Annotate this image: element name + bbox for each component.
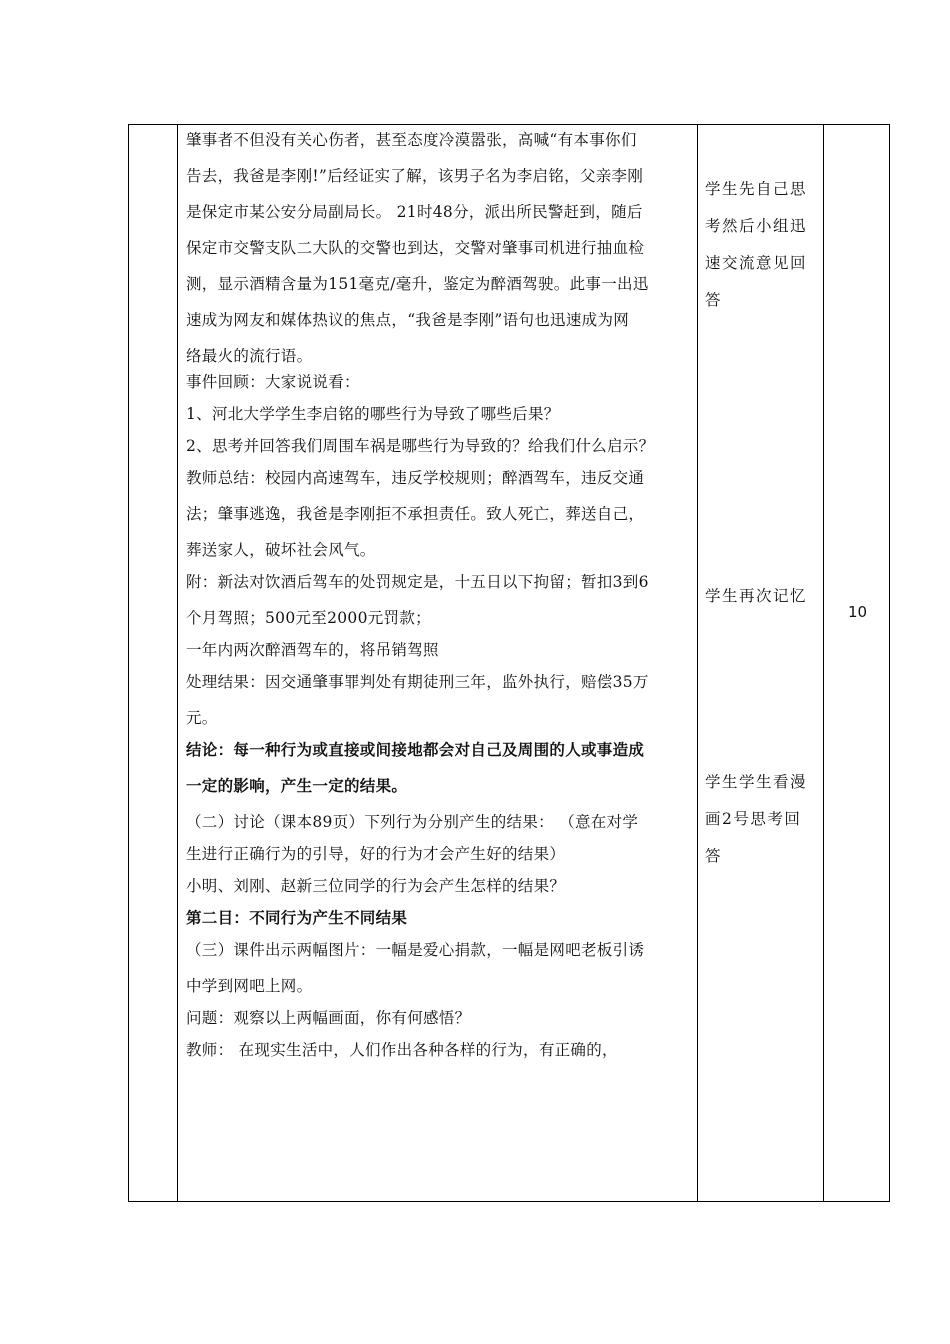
content-line: 问题：观察以上两幅画面，你有何感悟？ bbox=[186, 1009, 471, 1027]
content-line: 元。 bbox=[186, 709, 218, 727]
student-activity-1 bbox=[705, 179, 817, 327]
content-line: 2、思考并回答我们周围车祸是哪些行为导致的？给我们什么启示？ bbox=[186, 437, 655, 455]
student-activity-3 bbox=[705, 772, 817, 883]
content-line: 速成为网友和媒体热议的焦点，“我爸是李刚”语句也迅速成为网 bbox=[186, 311, 630, 329]
content-line: 是保定市某公安分局副局长。 21时48分，派出所民警赶到，随后 bbox=[186, 203, 643, 221]
content-line: 法；肇事逃逸，我爸是李刚拒不承担责任。致人死亡，葬送自己， bbox=[186, 505, 645, 523]
student-activity-line: 考然后小组迅 bbox=[705, 217, 808, 235]
table-divider bbox=[823, 125, 824, 1201]
student-activity-line: 学生学生看漫 bbox=[705, 773, 808, 791]
content-line: 小明、刘刚、赵新三位同学的行为会产生怎样的结果？ bbox=[186, 877, 566, 895]
content-line: 肇事者不但没有关心伤者，甚至态度冷漠嚣张，高喊“有本事你们 bbox=[186, 131, 637, 149]
content-line: 告去，我爸是李刚!”后经证实了解，该男子名为李启铭，父亲李刚 bbox=[186, 167, 644, 185]
content-line: 教师总结：校园内高速驾车，违反学校规则；醉酒驾车，违反交通 bbox=[186, 469, 645, 487]
content-line: 测，显示酒精含量为151毫克/毫升，鉴定为醉酒驾驶。此事一出迅 bbox=[186, 275, 649, 293]
content-line: 附：新法对饮酒后驾车的处罚规定是，十五日以下拘留；暂扣3到6 bbox=[186, 573, 649, 591]
student-activity-line: 学生先自己思 bbox=[705, 180, 808, 198]
content-line: 事件回顾：大家说说看： bbox=[186, 373, 360, 391]
content-line: 一年内两次醉酒驾车的，将吊销驾照 bbox=[186, 641, 439, 659]
student-activity-line: 学生再次记忆 bbox=[705, 587, 808, 605]
content-line: 1、河北大学学生李启铭的哪些行为导致了哪些后果？ bbox=[186, 405, 560, 423]
teaching-content-column bbox=[186, 124, 696, 1076]
student-activity-line: 画2号思考回 bbox=[705, 810, 802, 828]
student-activity-2 bbox=[705, 586, 817, 623]
student-activity-line: 答 bbox=[705, 847, 723, 865]
content-line: （三）课件出示两幅图片：一幅是爱心捐款，一幅是网吧老板引诱 bbox=[186, 941, 645, 959]
content-line: 个月驾照；500元至2000元罚款； bbox=[186, 609, 431, 627]
table-divider bbox=[697, 125, 698, 1201]
content-line: 教师： 在现实生活中，人们作出各种各样的行为，有正确的， bbox=[186, 1041, 618, 1059]
conclusion-line: 一定的影响，产生一定的结果。 bbox=[186, 776, 408, 795]
content-line: 保定市交警支队二大队的交警也到达，交警对肇事司机进行抽血检 bbox=[186, 239, 645, 257]
content-line: 生进行正确行为的引导，好的行为才会产生好的结果） bbox=[186, 845, 566, 863]
content-line: 葬送家人，破坏社会风气。 bbox=[186, 541, 376, 559]
content-line: 中学到网吧上网。 bbox=[186, 977, 313, 995]
section-heading: 第二目：不同行为产生不同结果 bbox=[186, 908, 408, 927]
conclusion-line: 结论：每一种行为或直接或间接地都会对自己及周围的人或事造成 bbox=[186, 740, 645, 759]
content-line: （二）讨论（课本89页）下列行为分别产生的结果： （意在对学 bbox=[186, 813, 639, 831]
time-minutes: 10 bbox=[848, 603, 868, 621]
content-line: 络最火的流行语。 bbox=[186, 347, 313, 365]
content-line: 处理结果：因交通肇事罪判处有期徒刑三年，监外执行，赔偿35万 bbox=[186, 673, 649, 691]
student-activity-line: 速交流意见回 bbox=[705, 254, 808, 272]
student-activity-line: 答 bbox=[705, 291, 723, 309]
table-divider bbox=[177, 125, 178, 1201]
